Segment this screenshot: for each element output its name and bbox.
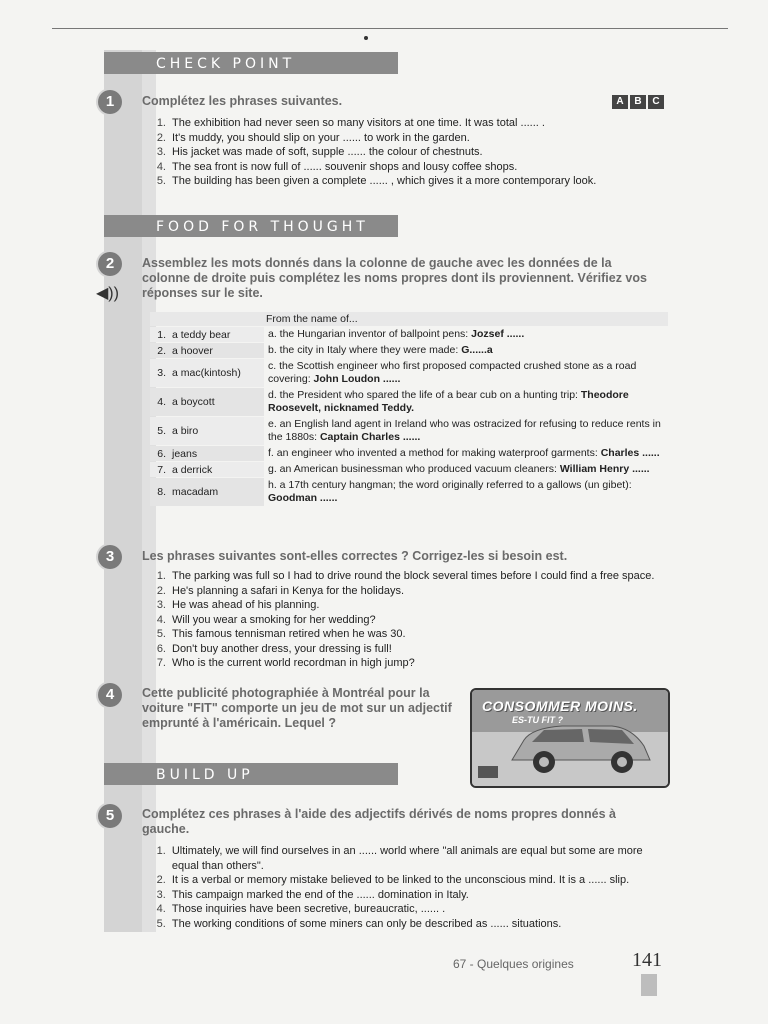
level-badges bbox=[612, 95, 664, 109]
list-item bbox=[148, 131, 672, 146]
row-number: 1. bbox=[157, 328, 166, 341]
row-answer: Goodman ...... bbox=[268, 492, 338, 504]
level-badge-a: A bbox=[612, 95, 628, 109]
exercise-5-instruction: Complétez ces phrases à l'aide des adjectifs dérivés de noms propres donnés à gauche. bbox=[142, 807, 616, 836]
list-item bbox=[148, 145, 672, 160]
table-row bbox=[150, 478, 668, 506]
item-number: 2. bbox=[156, 874, 166, 886]
table-row bbox=[150, 343, 668, 358]
item-text: The parking was full so I had to drive round the block several times before I could find a free space. bbox=[172, 570, 655, 582]
table-definition-cell bbox=[264, 446, 668, 461]
item-number: 2. bbox=[156, 584, 166, 597]
item-number: 2. bbox=[156, 131, 166, 144]
row-word: a boycott bbox=[172, 396, 215, 408]
item-text: Who is the current world recordman in high jump? bbox=[172, 657, 415, 669]
corner-tab bbox=[641, 974, 657, 996]
row-answer: Charles ...... bbox=[600, 447, 660, 459]
row-word: jeans bbox=[172, 447, 198, 460]
ad-subtitle: ES-TU FIT ? bbox=[512, 715, 563, 725]
fit-car-advertisement bbox=[470, 688, 670, 788]
table-row bbox=[150, 388, 668, 416]
item-number: 5. bbox=[156, 175, 166, 187]
exercise-number-2: 2 bbox=[98, 252, 122, 276]
row-definition: a. the Hungarian inventor of ballpoint pens: bbox=[268, 328, 472, 340]
table-header: From the name of... bbox=[150, 312, 668, 326]
row-answer: G......a bbox=[461, 344, 493, 356]
table-word-cell bbox=[150, 462, 264, 477]
item-number: 1. bbox=[156, 117, 166, 129]
table-word-cell bbox=[150, 417, 264, 445]
left-sidebar bbox=[104, 50, 142, 932]
item-number: 4. bbox=[156, 613, 166, 626]
item-number: 5. bbox=[156, 917, 166, 930]
row-definition: d. the President who spared the life of a bear cub on a hunting trip: bbox=[268, 389, 581, 401]
exercise-5-list bbox=[148, 844, 668, 931]
row-number: 3. bbox=[157, 367, 166, 379]
item-number: 3. bbox=[156, 599, 166, 611]
table-definition-cell bbox=[264, 327, 668, 342]
exercise-number-1: 1 bbox=[98, 90, 122, 114]
exercise-number-3: 3 bbox=[98, 545, 122, 569]
row-word: a biro bbox=[172, 425, 199, 437]
item-text: He's planning a safari in Kenya for the holidays. bbox=[172, 584, 405, 597]
row-definition: b. the city in Italy where they were made: bbox=[268, 344, 462, 356]
exercise-2-instruction: Assemblez les mots donnés dans la colonne de gauche avec les données de la colonne de droite puis complétez les noms propres dont ils proviennent. Vérifiez vos réponses sur le site. bbox=[142, 256, 647, 300]
list-item bbox=[148, 656, 672, 671]
item-text: His jacket was made of soft, supple ...... the colour of chestnuts. bbox=[172, 146, 483, 158]
item-text: Don't buy another dress, your dressing is full! bbox=[172, 642, 392, 655]
item-number: 4. bbox=[156, 903, 166, 915]
item-number: 1. bbox=[156, 845, 166, 857]
row-definition: c. the Scottish engineer who first proposed compacted crushed stone as a road covering: bbox=[268, 360, 637, 385]
exercise-1-list bbox=[148, 116, 672, 189]
table-definition-cell bbox=[264, 388, 668, 416]
list-item bbox=[148, 613, 672, 628]
row-word: a mac(kintosh) bbox=[172, 367, 241, 379]
table-definition-cell bbox=[264, 478, 668, 506]
item-number: 4. bbox=[156, 160, 166, 173]
item-text: The building has been given a complete ...... , which gives it a more contemporary look. bbox=[172, 175, 597, 187]
section-header-check-point: CHECK POINT bbox=[104, 52, 398, 74]
item-number: 3. bbox=[156, 146, 166, 158]
level-badge-c: C bbox=[648, 95, 664, 109]
list-item bbox=[148, 844, 668, 873]
item-number: 6. bbox=[156, 642, 166, 655]
row-answer: Captain Charles ...... bbox=[319, 431, 421, 443]
item-text: The exhibition had never seen so many visitors at one time. It was total ...... . bbox=[172, 117, 545, 129]
list-item bbox=[148, 174, 672, 189]
table-row bbox=[150, 462, 668, 477]
item-text: He was ahead of his planning. bbox=[172, 599, 320, 611]
exercise-number-5: 5 bbox=[98, 804, 122, 828]
item-text: It is a verbal or memory mistake believed to be linked to the unconscious mind. It is a ...... slip. bbox=[171, 874, 630, 886]
row-answer: John Loudon ...... bbox=[313, 373, 401, 385]
exercise-3-list bbox=[148, 569, 672, 671]
item-number: 5. bbox=[156, 628, 166, 640]
audio-speaker-icon[interactable]: ◀)) bbox=[96, 285, 119, 302]
list-item bbox=[148, 902, 668, 917]
table-definition-cell bbox=[264, 417, 668, 445]
table-row bbox=[150, 446, 668, 461]
row-number: 8. bbox=[157, 486, 166, 498]
item-text: This famous tennisman retired when he was 30. bbox=[172, 628, 406, 640]
page-number: 141 bbox=[632, 949, 662, 971]
top-dot bbox=[364, 36, 368, 40]
list-item bbox=[148, 873, 668, 888]
item-text: Will you wear a smoking for her wedding? bbox=[172, 613, 376, 626]
list-item bbox=[148, 642, 672, 657]
table-definition-cell bbox=[264, 359, 668, 387]
exercise-1-instruction: Complétez les phrases suivantes. bbox=[142, 94, 343, 108]
row-definition: h. a 17th century hangman; the word originally referred to a gallows (un gibet): bbox=[268, 479, 632, 491]
row-number: 7. bbox=[157, 463, 166, 476]
row-word: a derrick bbox=[172, 463, 213, 476]
row-answer: William Henry ...... bbox=[559, 463, 650, 475]
ad-title: CONSOMMER MOINS. bbox=[482, 698, 638, 714]
list-item bbox=[148, 569, 672, 584]
table-definition-cell bbox=[264, 343, 668, 358]
list-item bbox=[148, 888, 668, 903]
chapter-footer: 67 - Quelques origines bbox=[453, 957, 574, 971]
item-number: 3. bbox=[156, 888, 166, 901]
row-number: 4. bbox=[157, 396, 166, 408]
table-rows bbox=[150, 327, 668, 506]
matching-table bbox=[150, 312, 668, 506]
item-text: The working conditions of some miners can only be described as ...... situations. bbox=[171, 917, 562, 930]
table-word-cell bbox=[150, 343, 264, 358]
table-row bbox=[150, 359, 668, 387]
table-definition-cell bbox=[264, 462, 668, 477]
list-item bbox=[148, 917, 668, 932]
row-word: macadam bbox=[172, 486, 219, 498]
exercise-number-4: 4 bbox=[98, 683, 122, 707]
item-text: The sea front is now full of ...... souvenir shops and lousy coffee shops. bbox=[172, 160, 518, 173]
item-text: Those inquiries have been secretive, bureaucratic, ...... . bbox=[171, 903, 446, 915]
item-text: Ultimately, we will find ourselves in an ...... world where "all animals are equal but some are more equal than others". bbox=[171, 845, 643, 872]
item-text: It's muddy, you should slip on your ...... to work in the garden. bbox=[172, 131, 470, 144]
item-number: 1. bbox=[156, 570, 166, 582]
item-number: 7. bbox=[156, 657, 166, 669]
row-number: 2. bbox=[157, 344, 166, 357]
row-answer: Theodore Roosevelt, nicknamed Teddy. bbox=[268, 389, 629, 414]
level-badge-b: B bbox=[630, 95, 646, 109]
section-header-build-up: BUILD UP bbox=[104, 763, 398, 785]
list-item bbox=[148, 598, 672, 613]
section-header-food-for-thought: FOOD FOR THOUGHT bbox=[104, 215, 398, 237]
table-word-cell bbox=[150, 327, 264, 342]
row-answer: Jozsef ...... bbox=[471, 328, 525, 340]
row-number: 6. bbox=[157, 447, 166, 460]
list-item bbox=[148, 116, 672, 131]
table-word-cell bbox=[150, 388, 264, 416]
list-item bbox=[148, 627, 672, 642]
row-definition: g. an American businessman who produced vacuum cleaners: bbox=[268, 463, 560, 475]
row-definition: e. an English land agent in Ireland who was ostracized for refusing to reduce rents in the 1880s: bbox=[268, 418, 661, 443]
row-number: 5. bbox=[157, 425, 166, 437]
table-row bbox=[150, 327, 668, 342]
row-word: a hoover bbox=[172, 344, 213, 357]
table-row bbox=[150, 417, 668, 445]
top-rule bbox=[52, 28, 728, 29]
table-word-cell bbox=[150, 446, 264, 461]
exercise-3-instruction: Les phrases suivantes sont-elles correctes ? Corrigez-les si besoin est. bbox=[142, 549, 568, 563]
exercise-4-instruction: Cette publicité photographiée à Montréal pour la voiture "FIT" comporte un jeu de mot sur un adjectif emprunté à l'américain. Lequel ? bbox=[142, 686, 452, 730]
list-item bbox=[148, 584, 672, 599]
table-word-cell bbox=[150, 478, 264, 506]
item-text: This campaign marked the end of the ...... domination in Italy. bbox=[171, 888, 469, 901]
list-item bbox=[148, 160, 672, 175]
row-definition: f. an engineer who invented a method for making waterproof garments: bbox=[268, 447, 601, 459]
row-word: a teddy bear bbox=[172, 328, 231, 341]
table-word-cell bbox=[150, 359, 264, 387]
